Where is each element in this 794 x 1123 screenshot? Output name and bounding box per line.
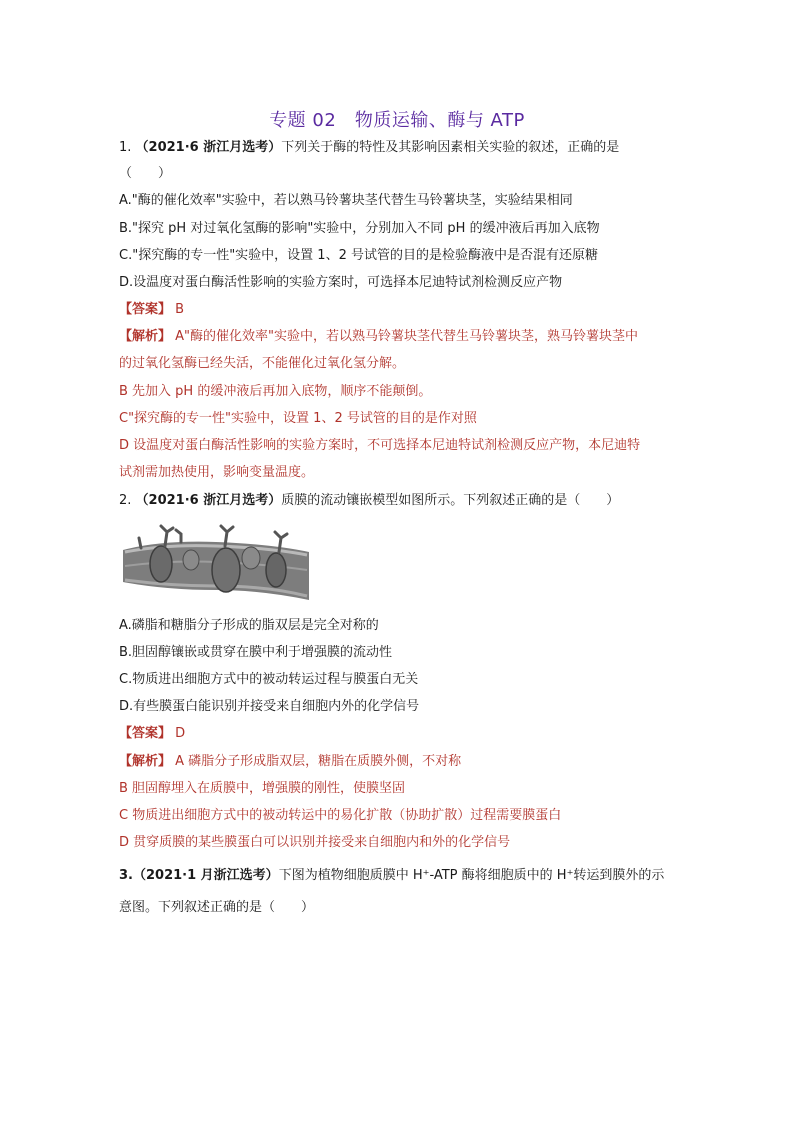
q2-option-d: D.有些膜蛋白能识别并接受来自细胞内外的化学信号	[119, 699, 420, 714]
q1-analysis-line: 的过氧化氢酶已经失活，不能催化过氧化氢分解。	[119, 356, 406, 371]
q2-analysis-line: D 贯穿质膜的某些膜蛋白可以识别并接受来自细胞内和外的化学信号	[119, 835, 511, 850]
page-title: 专题 02 物质运输、酶与 ATP	[269, 110, 525, 131]
q1-analysis-line: B 先加入 pH 的缓冲液后再加入底物，顺序不能颠倒。	[119, 384, 432, 399]
q1-analysis-line: 试剂需加热使用，影响变量温度。	[119, 465, 315, 480]
q2-analysis-label: 【解析】	[119, 754, 172, 769]
q2-source: （2021·6 浙江月选考）	[135, 493, 282, 508]
q1-option-b: B."探究 pH 对过氧化氢酶的影响"实验中，分别加入不同 pH 的缓冲液后再加入底物	[119, 221, 600, 236]
q3-stem-line-2: 意图。下列叙述正确的是（ ）	[119, 900, 315, 915]
q1-option-a: A."酶的催化效率"实验中，若以熟马铃薯块茎代替生马铃薯块茎，实验结果相同	[119, 193, 573, 208]
q1-stem-line	[119, 139, 679, 157]
q1-source: （2021·6 浙江月选考）	[135, 140, 282, 155]
q1-answer-value: B	[175, 302, 185, 317]
q2-option-a: A.磷脂和糖脂分子形成的脂双层是完全对称的	[119, 618, 379, 633]
q2-analysis-text: A 磷脂分子形成脂双层，糖脂在质膜外侧，不对称	[175, 754, 462, 769]
q2-analysis-line: B 胆固醇埋入在质膜中，增强膜的刚性，使膜坚固	[119, 781, 406, 796]
q1-analysis-line: C"探究酶的专一性"实验中，设置 1、2 号试管的目的是作对照	[119, 411, 477, 426]
q2-stem-line	[119, 492, 679, 510]
q1-analysis-label: 【解析】	[119, 329, 172, 344]
q2-analysis-line: C 物质进出细胞方式中的被动转运中的易化扩散（协助扩散）过程需要膜蛋白	[119, 808, 562, 823]
q2-number: 2.	[119, 493, 132, 508]
membrane-model-figure	[121, 520, 311, 606]
q3-stem-line	[119, 867, 679, 885]
q1-option-d: D.设温度对蛋白酶活性影响的实验方案时，可选择本尼迪特试剂检测反应产物	[119, 275, 563, 290]
q2-stem: 质膜的流动镶嵌模型如图所示。下列叙述正确的是（ ）	[281, 493, 620, 508]
q2-analysis-line	[119, 753, 679, 771]
q2-option-c: C.物质进出细胞方式中的被动转运过程与膜蛋白无关	[119, 672, 419, 687]
q2-answer-label: 【答案】	[119, 726, 172, 741]
q1-stem: 下列关于酶的特性及其影响因素相关实验的叙述，正确的是	[281, 140, 620, 155]
q3-stem: 下图为植物细胞质膜中 H⁺-ATP 酶将细胞质中的 H⁺转运到膜外的示	[278, 868, 665, 883]
q1-answer	[119, 301, 679, 319]
q1-analysis-text: A"酶的催化效率"实验中，若以熟马铃薯块茎代替生马铃薯块茎，熟马铃薯块茎中	[175, 329, 639, 344]
q1-option-c: C."探究酶的专一性"实验中，设置 1、2 号试管的目的是检验酶液中是否混有还原糖	[119, 248, 598, 263]
q3-source: （2021·1 月浙江选考）	[132, 868, 279, 883]
q1-number: 1.	[119, 140, 132, 155]
q2-answer	[119, 725, 679, 743]
q1-analysis-line	[119, 328, 679, 346]
q1-analysis-line: D 设温度对蛋白酶活性影响的实验方案时，不可选择本尼迪特试剂检测反应产物，本尼迪特	[119, 438, 641, 453]
q1-answer-label: 【答案】	[119, 302, 172, 317]
q2-option-b: B.胆固醇镶嵌或贯穿在膜中利于增强膜的流动性	[119, 645, 393, 660]
q1-blank: （ ）	[119, 166, 172, 181]
q3-number: 3.	[119, 868, 133, 883]
q2-answer-value: D	[175, 726, 186, 741]
